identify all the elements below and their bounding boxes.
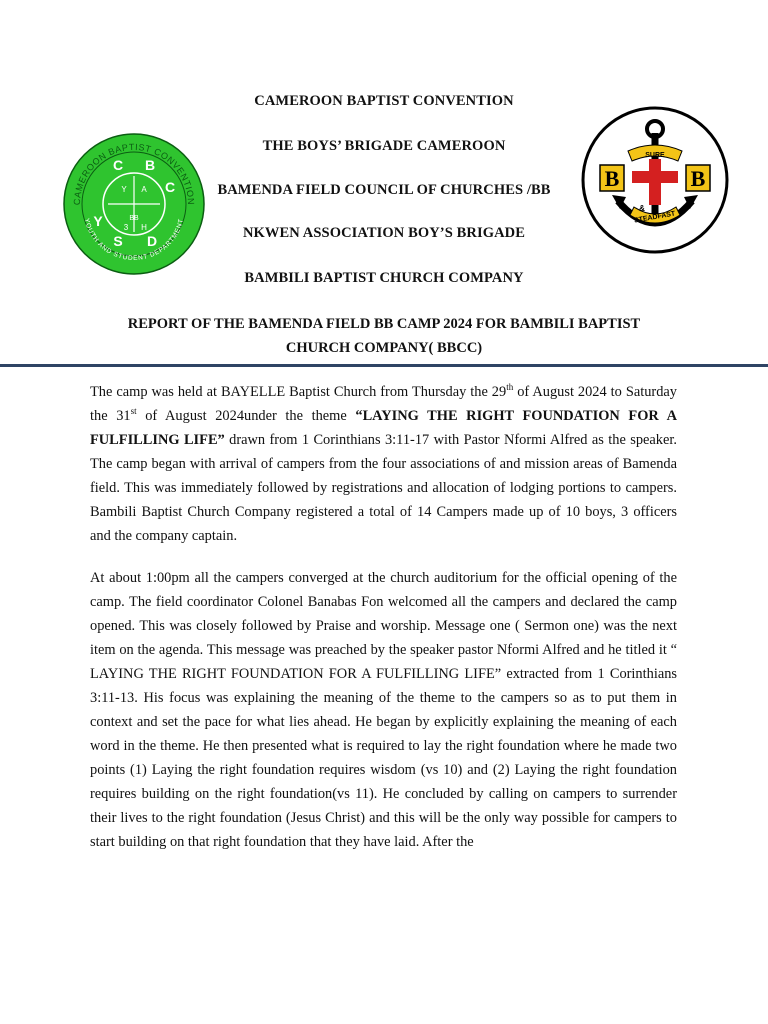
report-title: REPORT OF THE BAMENDA FIELD BB CAMP 2024 FOR BAMBILI BAPTIST CHURCH COMPANY( BBCC) [127,316,641,356]
cbc-youth-logo [58,130,210,278]
svg-text:SURE: SURE [645,152,665,159]
header-line-boys-brigade: THE BOYS’ BRIGADE CAMEROON [262,138,506,154]
header-line-convention: CAMEROON BAPTIST CONVENTION [254,93,514,109]
svg-text:YOUTH AND STUDENT DEPARTMENT: YOUTH AND STUDENT DEPARTMENT [82,217,186,263]
svg-text:BB: BB [129,215,139,222]
svg-text:&: & [639,204,645,213]
header-line-company: BAMBILI BAPTIST CHURCH COMPANY [244,270,524,286]
svg-text:S: S [113,233,123,249]
svg-text:C: C [164,179,176,195]
svg-text:C: C [112,157,124,173]
report-body [90,380,677,872]
paragraph-opening-message: At about 1:00pm all the campers converged at the church auditorium for the official opening of the camp. The field coordinator Colonel Banabas Fon welcomed all the campers and declared the camp opened. This was closely followed by Praise and worship. Message one ( Sermon one) was the next item on the agenda. This message was preached by the speaker pastor Nformi Alfred and he titled it “ LAYING THE RIGHT FOUNDATION FOR A FULFILLING LIFE” extracted from 1 Corinthians 3:11-13. His focus was explaining the meaning of the theme to the campers so as to put them in context and set the pace for what lies ahead. He began by explicitly explaining the meaning of each word in the theme. He then presented what is required to lay the right foundation where he made two points (1) Laying the right foundation requires wisdom (vs 10) and (2) Laying the right foundation requires building on the right foundation(vs 11). He concluded by calling on campers to surrender their lives to the right foundation (Jesus Christ) and this will be the only way possible for campers to start building on that right foundation that they have laid. After the [90,570,677,850]
header-divider [0,364,768,367]
camp-theme: “LAYING THE RIGHT FOUNDATION FOR A FULFILLING LIFE” [90,408,677,448]
document-header [0,0,768,366]
svg-text:Y: Y [121,185,127,194]
svg-text:D: D [146,233,158,249]
svg-text:3: 3 [123,223,129,232]
header-line-association: NKWEN ASSOCIATION BOY’S BRIGADE [242,225,525,241]
svg-text:A: A [141,185,147,194]
svg-text:Y: Y [93,213,103,229]
boys-brigade-emblem [580,105,730,255]
svg-text:B: B [690,166,706,191]
svg-text:STEADFAST: STEADFAST [633,210,676,225]
svg-text:CAMEROON BAPTIST CONVENTION: CAMEROON BAPTIST CONVENTION [71,141,197,206]
svg-text:B: B [604,166,620,191]
svg-text:H: H [141,223,147,232]
paragraph-camp-intro: The camp was held at BAYELLE Baptist Church from Thursday the 29th of August 2024 to Saturday the 31st of August 2024under the theme “LAYING THE RIGHT FOUNDATION FOR A FULFILLING LIFE” drawn from 1 Corinthians 3:11-17 with Pastor Nformi Alfred as the speaker. The camp began with arrival of campers from the four associations of and mission areas of Bamenda field. This was immediately followed by registrations and allocation of lodging portions to campers. Bambili Baptist Church Company registered a total of 14 Campers made up of 10 boys, 3 officers and the company captain. [90,382,677,544]
header-line-field-council: BAMENDA FIELD COUNCIL OF CHURCHES /BB [217,182,551,198]
svg-text:B: B [144,157,156,173]
